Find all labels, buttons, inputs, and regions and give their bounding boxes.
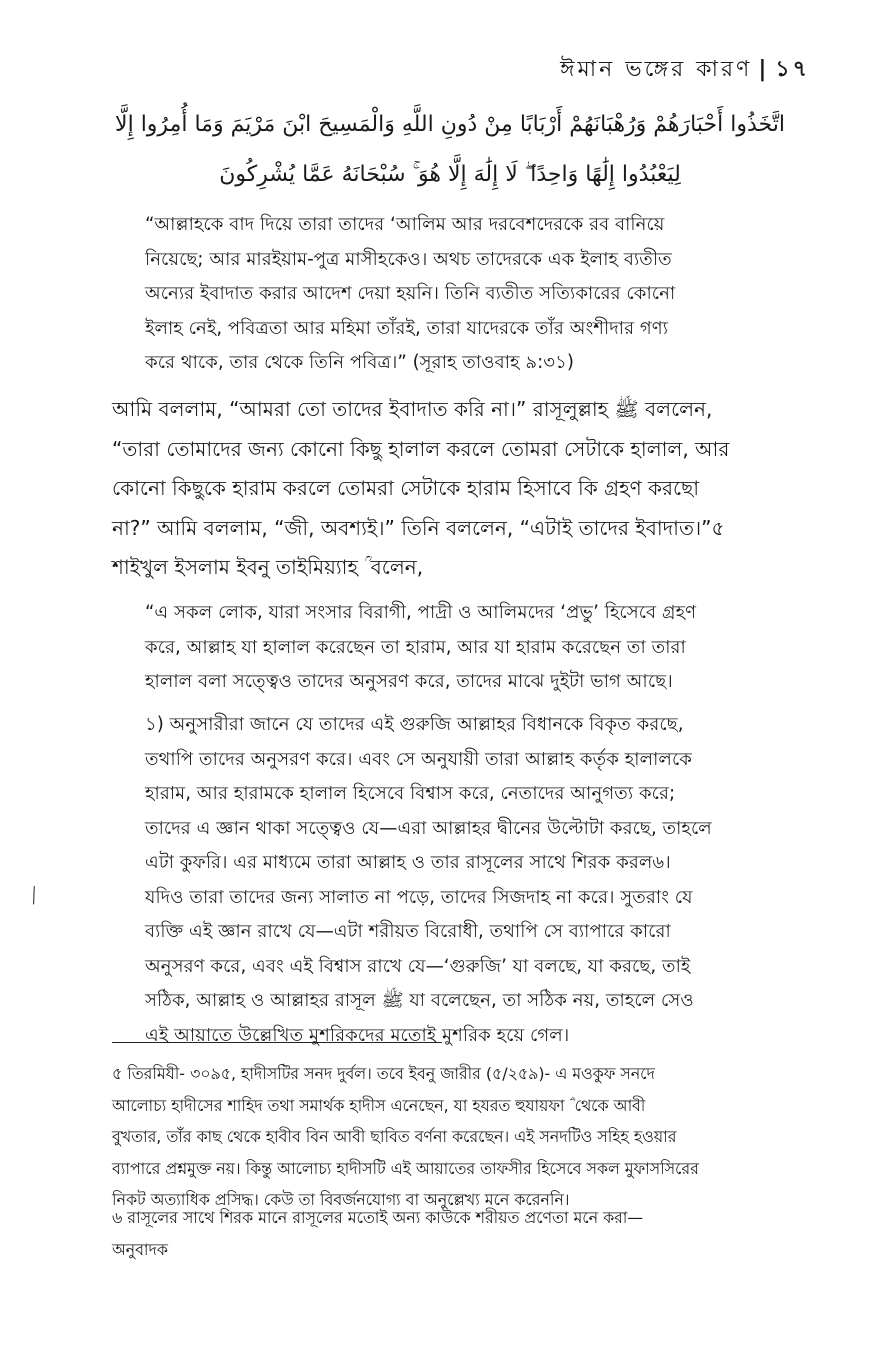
ibn-taymiyyah-quote-intro: “এ সকল লোক, যারা সংসার বিরাগী, পাদ্রী ও আলিমদের ‘প্রভু’ হিসেবে গ্রহণ করে, আল্লাহ যা হালাল করেছেন তা হারাম, আর যা হারাম করেছেন তা তারা হালাল বলা সত্ত্বেও তাদের অনুসরণ করে, তাদের মাঝে দুইটা ভাগ আছে। bbox=[145, 602, 697, 692]
page-number: ১৭ bbox=[775, 57, 810, 82]
running-header bbox=[560, 52, 810, 89]
footnote-6: ৬ রাসূলের সাথে শিরক মানে রাসূলের মতোই অন্য কাউকে শরীয়ত প্রণেতা মনে করা— অনুবাদক bbox=[112, 1208, 644, 1259]
header-separator: | bbox=[758, 57, 770, 82]
running-title: ঈমান ভঙ্গের কারণ bbox=[560, 57, 753, 82]
arabic-verse-line-2: لِيَعْبُدُوا إِلَٰهًا وَاحِدًا ۖ لَا إِلَٰهَ إِلَّا هُوَ ۚ سُبْحَانَهُ عَمَّا يُشْرِكُونَ bbox=[219, 162, 681, 187]
ibn-taymiyyah-quote-point-1: ১) অনুসারীরা জানে যে তাদের এই গুরুজি আল্লাহর বিধানকে বিকৃত করছে, তথাপি তাদের অনুসরণ করে। এবং সে অনুযায়ী তারা আল্লাহ কর্তৃক হালালকে হারাম, আর হারামকে হালাল হিসেবে বিশ্বাস করে, নেতাদের আনুগত্য করে; তাদের এ জ্ঞান থাকা সত্ত্বেও যে—এরা আল্লাহর দ্বীনের উল্টোটা করছে, তাহলে এটা কুফরি। এর মাধ্যমে তারা আল্লাহ ও তার রাসূলের সাথে শিরক করল৬। যদিও তারা তাদের জন্য সালাত না পড়ে, তাদের সিজদাহ না করে। সুতরাং যে ব্যক্তি এই জ্ঞান রাখে যে—এটা শরীয়ত বিরোধী, তথাপি সে ব্যাপারে কারো অনুসরণ করে, এবং এই বিশ্বাস রাখে যে—‘গুরুজি’ যা বলছে, যা করছে, তাই সঠিক, আল্লাহ ও আল্লাহর রাসূল ﷺ যা বলেছেন, তা সঠিক নয়, তাহলে সেও এই আয়াতে উল্লেখিত মুশরিকদের মতোই মুশরিক হয়ে গেল। bbox=[145, 714, 712, 1046]
verse-translation-quote: “আল্লাহকে বাদ দিয়ে তারা তাদের ‘আলিম আর দরবেশদেরকে রব বানিয়ে নিয়েছে; আর মারইয়াম-পুত্র মাসীহকেও। অথচ তাদেরকে এক ইলাহ ব্যতীত অন্যের ইবাদাত করার আদেশ দেয়া হয়নি। তিনি ব্যতীত সত্যিকারের কোনো ইলাহ নেই, পবিত্রতা আর মহিমা তাঁরই, তারা যাদেরকে তাঁর অংশীদার গণ্য করে থাকে, তার থেকে তিনি পবিত্র।” (সূরাহ তাওবাহ ৯:৩১) bbox=[145, 214, 676, 373]
stray-mark: ╱ bbox=[27, 886, 42, 906]
arabic-verse-line-1: اتَّخَذُوا أَحْبَارَهُمْ وَرُهْبَانَهُمْ أَرْبَابًا مِنْ دُونِ اللَّهِ وَالْمَسِيحَ ابْنَ مَرْيَمَ وَمَا أُمِرُوا إِلَّا bbox=[115, 112, 785, 137]
hadith-paragraph: আমি বললাম, “আমরা তো তাদের ইবাদাত করি না।” রাসূলুল্লাহ ﷺ বললেন, “তারা তোমাদের জন্য কোনো কিছু হালাল করলে তোমরা সেটাকে হালাল, আর কোনো কিছুকে হারাম করলে তোমরা সেটাকে হারাম হিসাবে কি গ্রহণ করছো না?” আমি বললাম, “জী, অবশ্যই।” তিনি বললেন, “এটাই তাদের ইবাদাত।”৫ bbox=[112, 397, 730, 540]
ibn-taymiyyah-intro: শাইখুল ইসলাম ইবনু তাইমিয়্যাহ ؒ বলেন, bbox=[112, 555, 424, 579]
footnote-5: ৫ তিরমিযী- ৩০৯৫, হাদীসটির সনদ দুর্বল। তবে ইবনু জারীর (৫/২৫৯)- এ মওকুফ সনদে আলোচ্য হাদীসের শাহিদ তথা সমার্থক হাদীস এনেছেন, যা হযরত হুযায়ফা ؓ থেকে আবী বুখতার, তাঁর কাছ থেকে হাবীব বিন আবী ছাবিত বর্ণনা করেছেন। এই সনদটিও সহিহ হওয়ার ব্যাপারে প্রশ্নমুক্ত নয়। কিন্তু আলোচ্য হাদীসটি এই আয়াতের তাফসীর হিসেবে সকল মুফাসসিরের নিকট অত্যাধিক প্রসিদ্ধ। কেউ তা বিবর্জনযোগ্য বা অনুল্লেখ্য মনে করেননি। bbox=[112, 1064, 699, 1209]
footnote-divider bbox=[112, 1042, 442, 1043]
